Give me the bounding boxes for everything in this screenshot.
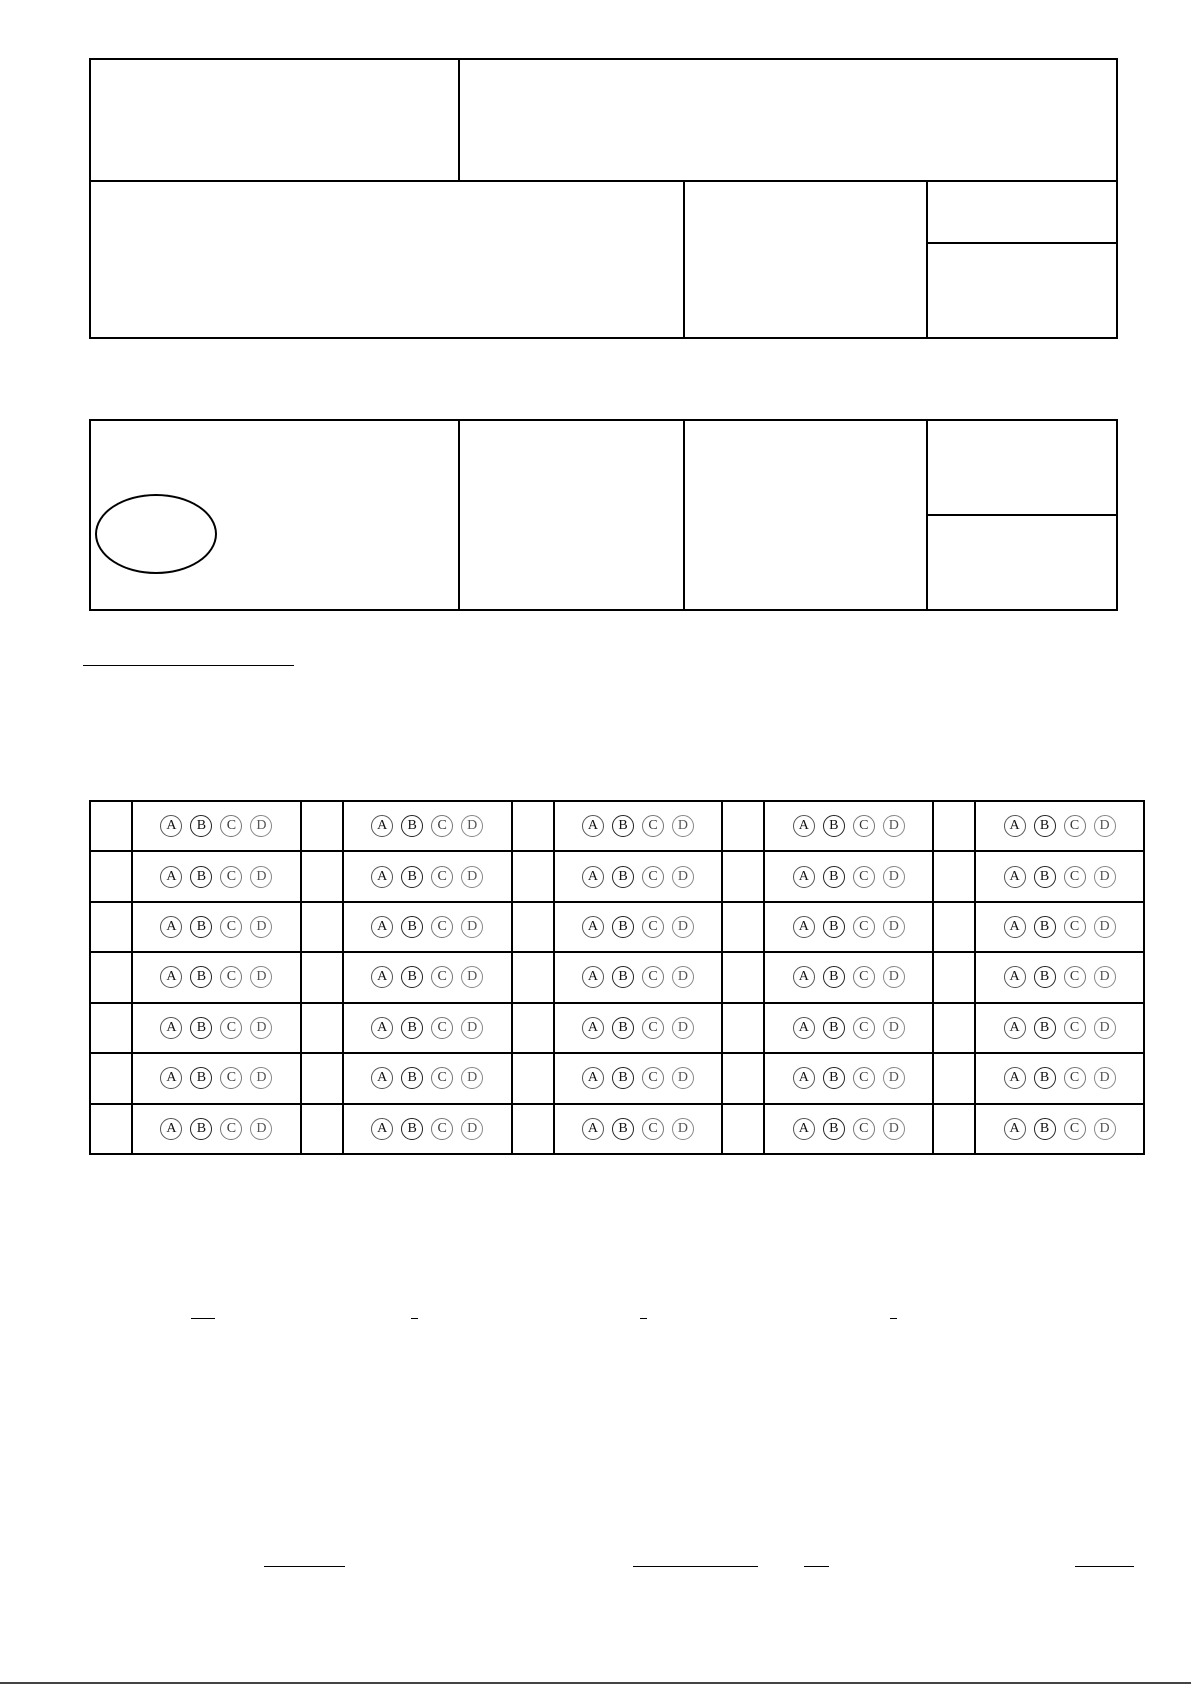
bubble-b[interactable]: B [1034,1118,1056,1140]
bubble-d[interactable]: D [883,966,905,988]
bubble-d[interactable]: D [461,815,483,837]
info-cell-split [926,514,1118,516]
question-number-cell [512,1003,554,1053]
bubble-a[interactable]: A [160,815,182,837]
bubble-b[interactable]: B [612,815,634,837]
answer-grid-body [90,801,1144,1154]
answer-options-cell [764,1003,933,1053]
answer-options-cell [764,902,933,952]
bubble-a[interactable]: A [793,1118,815,1140]
bubble-c[interactable]: C [642,966,664,988]
bubble-b[interactable]: B [1034,815,1056,837]
question-number-cell [512,1104,554,1154]
answer-options-cell [764,1053,933,1103]
question-number-cell [90,1104,132,1154]
answer-options-cell [554,1053,723,1103]
question-number-cell [512,902,554,952]
answer-options-cell [132,851,301,901]
bubble-b[interactable]: B [401,1067,423,1089]
bubble-a[interactable]: A [582,1118,604,1140]
bubble-d[interactable]: D [461,866,483,888]
bubble-d[interactable]: D [250,916,272,938]
bubble-c[interactable]: C [1064,966,1086,988]
bubble-b[interactable]: B [190,916,212,938]
bubble-a[interactable]: A [793,966,815,988]
bubble-d[interactable]: D [883,1118,905,1140]
bubble-c[interactable]: C [1064,1017,1086,1039]
bubble-b[interactable]: B [612,1017,634,1039]
header-row-divider [89,180,1118,182]
question-number-cell [301,952,343,1002]
bubble-c[interactable]: C [220,966,242,988]
bubble-c[interactable]: C [1064,1118,1086,1140]
answer-options-cell [554,801,723,851]
answer-options-cell [132,801,301,851]
question-number-cell [933,1003,975,1053]
bubble-a[interactable]: A [1004,815,1026,837]
header-cell-split [926,242,1118,244]
question-number-cell [933,902,975,952]
bubble-a[interactable]: A [582,966,604,988]
bubble-c[interactable]: C [431,815,453,837]
answer-options-cell [975,1104,1144,1154]
bubble-b[interactable]: B [190,1067,212,1089]
bubble-d[interactable]: D [1094,1017,1116,1039]
bubble-c[interactable]: C [220,1067,242,1089]
answer-options-cell [554,902,723,952]
bubble-d[interactable]: D [461,1118,483,1140]
question-number-cell [512,851,554,901]
question-number-cell [722,902,764,952]
bubble-c[interactable]: C [431,1017,453,1039]
bubble-c[interactable]: C [642,1118,664,1140]
question-number-cell [301,1053,343,1103]
bubble-c[interactable]: C [431,1067,453,1089]
bubble-a[interactable]: A [371,916,393,938]
bubble-a[interactable]: A [582,916,604,938]
question-number-cell [90,801,132,851]
bubble-b[interactable]: B [190,1118,212,1140]
answer-options-cell [343,952,512,1002]
bubble-c[interactable]: C [642,1017,664,1039]
answer-options-cell [132,1003,301,1053]
bubble-d[interactable]: D [672,866,694,888]
page-bottom-edge [0,1682,1191,1684]
question-number-cell [301,1003,343,1053]
bubble-b[interactable]: B [190,966,212,988]
answer-row [90,1003,1144,1053]
question-number-cell [301,851,343,901]
bubble-d[interactable]: D [1094,1067,1116,1089]
bubble-d[interactable]: D [250,815,272,837]
bubble-d[interactable]: D [883,866,905,888]
answer-row [90,1053,1144,1103]
bubble-b[interactable]: B [401,815,423,837]
question-number-cell [90,1053,132,1103]
answer-grid [89,800,1145,1155]
seal-oval [95,494,217,574]
question-number-cell [933,801,975,851]
bubble-a[interactable]: A [1004,966,1026,988]
bubble-d[interactable]: D [883,916,905,938]
bubble-b[interactable]: B [1034,866,1056,888]
bubble-d[interactable]: D [672,916,694,938]
answer-row [90,801,1144,851]
bubble-a[interactable]: A [371,1017,393,1039]
answer-row [90,1104,1144,1154]
bubble-d[interactable]: D [461,1017,483,1039]
bubble-d[interactable]: D [883,815,905,837]
question-number-cell [512,952,554,1002]
bubble-a[interactable]: A [582,866,604,888]
bubble-d[interactable]: D [461,916,483,938]
bubble-c[interactable]: C [642,866,664,888]
answer-options-cell [343,801,512,851]
bubble-b[interactable]: B [401,1118,423,1140]
answer-options-cell [343,1104,512,1154]
underline-left [83,665,294,666]
bubble-c[interactable]: C [853,1067,875,1089]
bubble-c[interactable]: C [220,916,242,938]
answer-options-cell [975,801,1144,851]
bubble-a[interactable]: A [371,815,393,837]
question-number-cell [722,1003,764,1053]
bubble-b[interactable]: B [190,1017,212,1039]
bubble-b[interactable]: B [401,966,423,988]
bubble-b[interactable]: B [190,866,212,888]
blank-line-1 [264,1566,345,1567]
question-number-cell [722,801,764,851]
question-number-cell [301,1104,343,1154]
question-number-cell [512,801,554,851]
answer-options-cell [764,801,933,851]
bubble-b[interactable]: B [190,815,212,837]
answer-options-cell [343,1003,512,1053]
answer-row [90,902,1144,952]
header-box [89,58,1118,339]
bubble-a[interactable]: A [1004,1067,1026,1089]
bubble-b[interactable]: B [1034,916,1056,938]
bubble-d[interactable]: D [672,815,694,837]
bubble-d[interactable]: D [1094,866,1116,888]
question-number-cell [933,851,975,901]
question-number-cell [90,851,132,901]
bubble-c[interactable]: C [220,1118,242,1140]
header-divider-bottom-2 [926,180,928,339]
bubble-c[interactable]: C [1064,815,1086,837]
answer-options-cell [975,1003,1144,1053]
bubble-b[interactable]: B [823,916,845,938]
bubble-c[interactable]: C [220,866,242,888]
bubble-b[interactable]: B [612,1067,634,1089]
answer-options-cell [975,952,1144,1002]
answer-options-cell [764,851,933,901]
answer-options-cell [554,851,723,901]
bubble-c[interactable]: C [431,1118,453,1140]
bubble-b[interactable]: B [612,966,634,988]
answer-options-cell [975,1053,1144,1103]
question-number-cell [722,1104,764,1154]
bubble-d[interactable]: D [250,966,272,988]
answer-options-cell [132,902,301,952]
question-number-cell [933,1053,975,1103]
blank-mark-1 [191,1318,215,1319]
bubble-a[interactable]: A [793,815,815,837]
bubble-b[interactable]: B [401,866,423,888]
bubble-c[interactable]: C [853,1118,875,1140]
bubble-a[interactable]: A [160,1118,182,1140]
question-number-cell [722,952,764,1002]
header-divider-top [458,58,460,181]
bubble-b[interactable]: B [401,1017,423,1039]
bubble-d[interactable]: D [1094,815,1116,837]
question-number-cell [722,851,764,901]
bubble-d[interactable]: D [250,866,272,888]
bubble-a[interactable]: A [582,1067,604,1089]
answer-options-cell [132,1053,301,1103]
answer-options-cell [343,902,512,952]
bubble-a[interactable]: A [160,916,182,938]
bubble-b[interactable]: B [823,1017,845,1039]
bubble-a[interactable]: A [793,1017,815,1039]
answer-options-cell [975,851,1144,901]
bubble-b[interactable]: B [1034,966,1056,988]
answer-row [90,952,1144,1002]
question-number-cell [90,1003,132,1053]
bubble-c[interactable]: C [853,866,875,888]
bubble-c[interactable]: C [220,815,242,837]
info-divider-1 [458,419,460,611]
question-number-cell [90,902,132,952]
info-divider-2 [683,419,685,611]
blank-mark-2 [411,1318,418,1319]
bubble-a[interactable]: A [793,916,815,938]
bubble-a[interactable]: A [160,866,182,888]
blank-line-4 [1075,1566,1134,1567]
bubble-a[interactable]: A [793,866,815,888]
bubble-b[interactable]: B [823,1067,845,1089]
bubble-c[interactable]: C [853,916,875,938]
blank-mark-3 [640,1318,647,1319]
answer-options-cell [132,1104,301,1154]
bubble-d[interactable]: D [672,1118,694,1140]
answer-options-cell [343,1053,512,1103]
question-number-cell [933,1104,975,1154]
blank-line-3 [804,1566,829,1567]
bubble-c[interactable]: C [1064,1067,1086,1089]
bubble-c[interactable]: C [431,866,453,888]
bubble-c[interactable]: C [853,1017,875,1039]
bubble-a[interactable]: A [793,1067,815,1089]
blank-line-2 [633,1566,758,1567]
bubble-d[interactable]: D [883,1067,905,1089]
question-number-cell [90,952,132,1002]
question-number-cell [933,952,975,1002]
bubble-d[interactable]: D [461,966,483,988]
bubble-d[interactable]: D [250,1017,272,1039]
bubble-a[interactable]: A [160,1067,182,1089]
bubble-b[interactable]: B [1034,1017,1056,1039]
bubble-a[interactable]: A [1004,1118,1026,1140]
bubble-c[interactable]: C [1064,866,1086,888]
bubble-c[interactable]: C [642,916,664,938]
bubble-c[interactable]: C [642,815,664,837]
bubble-c[interactable]: C [853,815,875,837]
blank-mark-4 [890,1318,897,1319]
bubble-d[interactable]: D [1094,1118,1116,1140]
bubble-b[interactable]: B [1034,1067,1056,1089]
answer-options-cell [343,851,512,901]
bubble-c[interactable]: C [642,1067,664,1089]
header-divider-bottom-1 [683,180,685,339]
bubble-a[interactable]: A [1004,866,1026,888]
bubble-c[interactable]: C [220,1017,242,1039]
bubble-d[interactable]: D [250,1118,272,1140]
bubble-d[interactable]: D [461,1067,483,1089]
bubble-d[interactable]: D [1094,966,1116,988]
answer-options-cell [554,1104,723,1154]
question-number-cell [722,1053,764,1103]
answer-options-cell [764,1104,933,1154]
bubble-d[interactable]: D [672,1017,694,1039]
bubble-a[interactable]: A [1004,1017,1026,1039]
bubble-b[interactable]: B [823,966,845,988]
answer-options-cell [764,952,933,1002]
question-number-cell [301,801,343,851]
bubble-a[interactable]: A [582,815,604,837]
bubble-a[interactable]: A [371,1067,393,1089]
bubble-b[interactable]: B [823,866,845,888]
bubble-a[interactable]: A [371,1118,393,1140]
answer-options-cell [554,952,723,1002]
bubble-a[interactable]: A [371,866,393,888]
answer-options-cell [554,1003,723,1053]
bubble-c[interactable]: C [853,966,875,988]
bubble-d[interactable]: D [672,966,694,988]
bubble-a[interactable]: A [1004,916,1026,938]
bubble-d[interactable]: D [672,1067,694,1089]
bubble-c[interactable]: C [1064,916,1086,938]
question-number-cell [512,1053,554,1103]
answer-options-cell [132,952,301,1002]
bubble-d[interactable]: D [883,1017,905,1039]
bubble-c[interactable]: C [431,916,453,938]
bubble-b[interactable]: B [612,1118,634,1140]
bubble-a[interactable]: A [371,966,393,988]
bubble-a[interactable]: A [160,1017,182,1039]
bubble-b[interactable]: B [823,815,845,837]
question-number-cell [301,902,343,952]
bubble-b[interactable]: B [612,866,634,888]
bubble-b[interactable]: B [401,916,423,938]
bubble-b[interactable]: B [823,1118,845,1140]
bubble-b[interactable]: B [612,916,634,938]
bubble-a[interactable]: A [582,1017,604,1039]
bubble-d[interactable]: D [250,1067,272,1089]
bubble-d[interactable]: D [1094,916,1116,938]
bubble-c[interactable]: C [431,966,453,988]
answer-row [90,851,1144,901]
answer-options-cell [975,902,1144,952]
bubble-a[interactable]: A [160,966,182,988]
